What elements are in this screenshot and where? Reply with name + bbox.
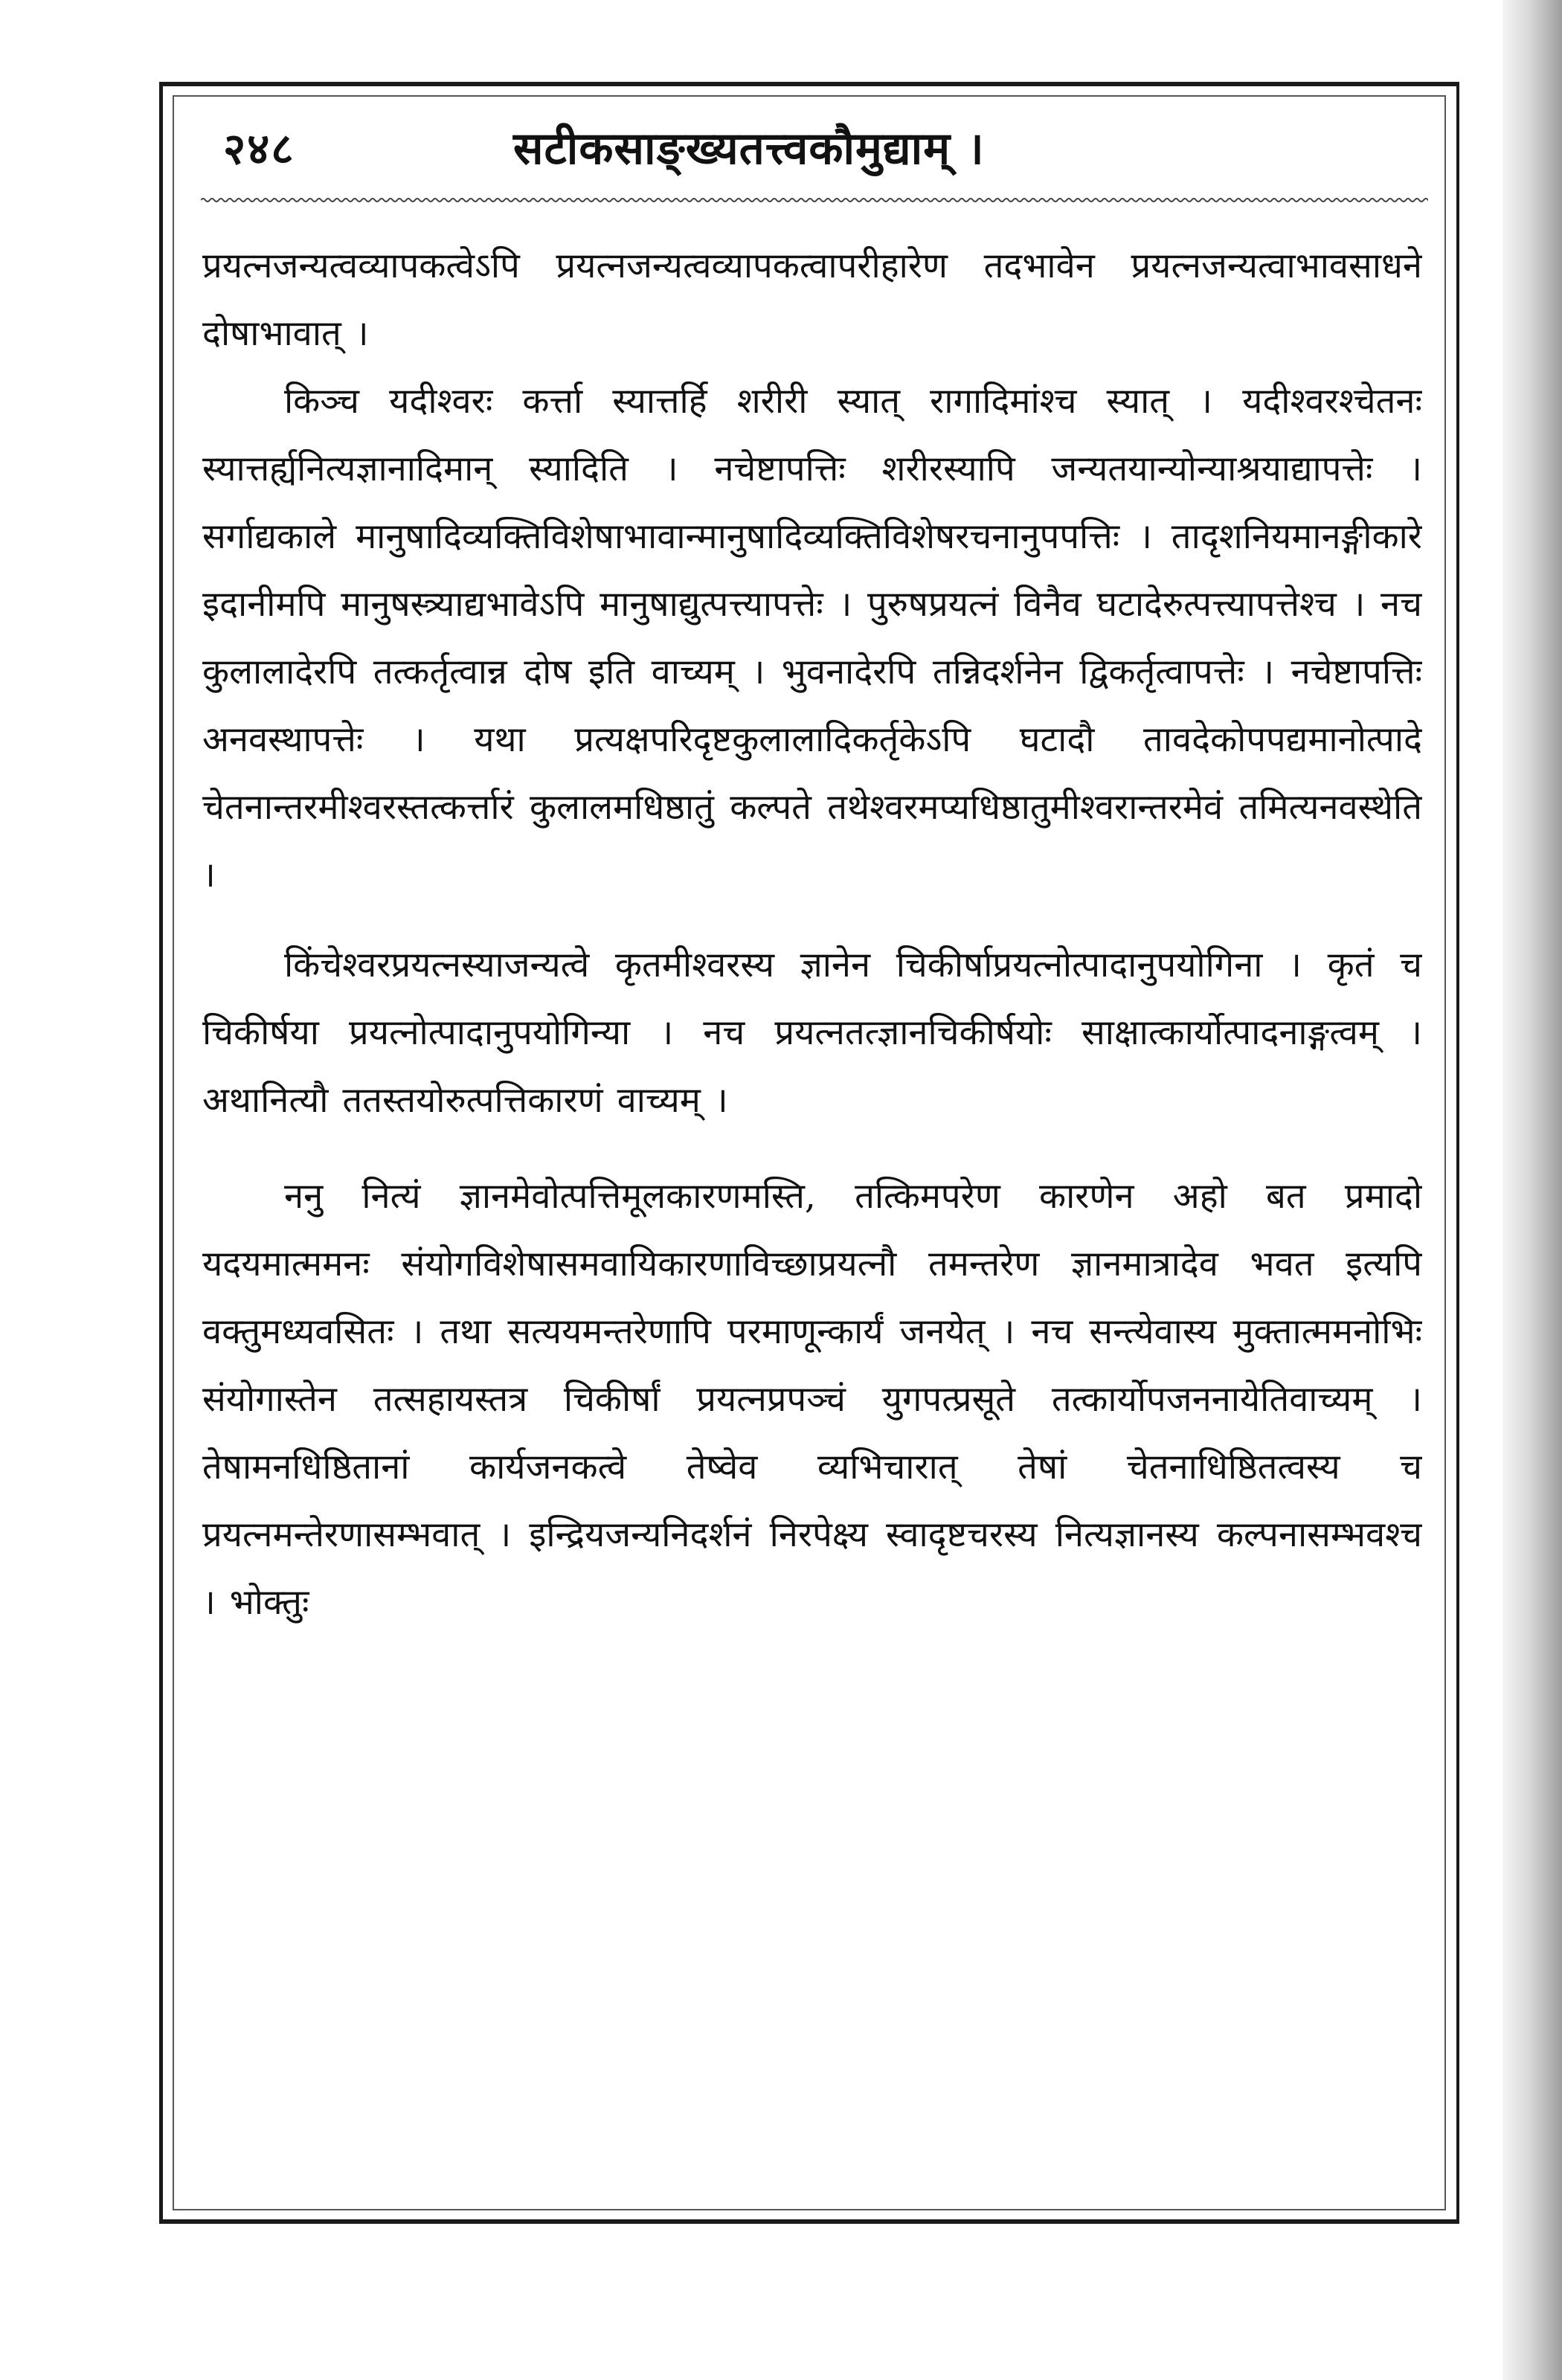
paragraph-4: ननु नित्यं ज्ञानमेवोत्पत्तिमूलकारणमस्ति, तत्किमपरेण कारणेन अहो बत प्रमादो यदयमात्ममनः संयोगविशेषासमवायिकारणाविच्छाप्रयत्नौ तमन्तरेण ज्ञानमात्रादेव भवत इत्यपि वक्तुमध्यवसितः । तथा सत्ययमन्तरेणापि परमाणून्कार्यं जनयेत् । नच सन्त्येवास्य मुक्तात्ममनोभिः संयोगास्तेन तत्सहायस्तत्र चिकीर्षां प्रयत्नप्रपञ्चं युगपत्प्रसूते तत्कार्योपजननायेतिवाच्यम् । तेषामनधिष्ठितानां कार्यजनकत्वे तेष्वेव व्यभिचारात् तेषां चेतनाधिष्ठितत्वस्य च प्रयत्नमन्तेरणासम्भवात् । इन्द्रियजन्यनिदर्शनं निरपेक्ष्य स्वादृष्टचरस्य नित्यज्ञानस्य कल्पनासम्भवश्च । भोक्तुः	[202, 1176, 1422, 1623]
page-edge-shadow	[1502, 0, 1562, 2380]
running-title: सटीकसाङ्ख्यतत्त्वकौमुद्याम् ।	[513, 123, 985, 175]
paragraph-2: किञ्च यदीश्वरः कर्त्ता स्यात्तर्हि शरीरी स्यात् रागादिमांश्च स्यात् । यदीश्वरश्चेतनः स्यात्तर्ह्यनित्यज्ञानादिमान् स्यादिति । नचेष्टापत्तिः शरीरस्यापि जन्यतयान्योन्याश्रयाद्यापत्तेः । सर्गाद्यकाले मानुषादिव्यक्तिविशेषाभावान्मानुषादिव्यक्तिविशेषरचनानुपपत्तिः । तादृशनियमानङ्गीकारे इदानीमपि मानुषस्त्र्याद्यभावेऽपि मानुषाद्युत्पत्त्यापत्तेः । पुरुषप्रयत्नं विनैव घटादेरुत्पत्त्यापत्तेश्च । नच कुलालादेरपि तत्कर्तृत्वान्न दोष इति वाच्यम् । भुवनादेरपि तन्निदर्शनेन द्विकर्तृत्वापत्तेः । नचेष्टापत्तिः अनवस्थापत्तेः । यथा प्रत्यक्षपरिदृष्टकुलालादिकर्तृकेऽपि घटादौ तावदेकोपपद्यमानोत्पादे चेतनान्तरमीश्वरस्तत्कर्त्तारं कुलालमधिष्ठातुं कल्पते तथेश्वरमप्यधिष्ठातुमीश्वरान्तरमेवं तमित्यनवस्थेति ।	[202, 381, 1422, 895]
paragraph-1: प्रयत्नजन्यत्वव्यापकत्वेऽपि प्रयत्नजन्यत्वव्यापकत्वापरीहारेण तदभावेन प्रयत्नजन्यत्वाभावसाधने दोषाभावात् ।	[202, 245, 1422, 354]
header-wavy-rule	[201, 195, 1428, 205]
body-text	[202, 232, 1422, 2181]
page-header	[193, 112, 1428, 186]
page-number: २४८	[223, 123, 295, 174]
paragraph-3: किंचेश्वरप्रयत्नस्याजन्यत्वे कृतमीश्वरस्य ज्ञानेन चिकीर्षाप्रयत्नोत्पादानुपयोगिना । कृतं च चिकीर्षया प्रयत्नोत्पादानुपयोगिन्या । नच प्रयत्नतत्ज्ञानचिकीर्षयोः साक्षात्कार्योत्पादनाङ्गत्वम् । अथानित्यौ ततस्तयोरुत्पत्तिकारणं वाच्यम् ।	[202, 945, 1422, 1121]
